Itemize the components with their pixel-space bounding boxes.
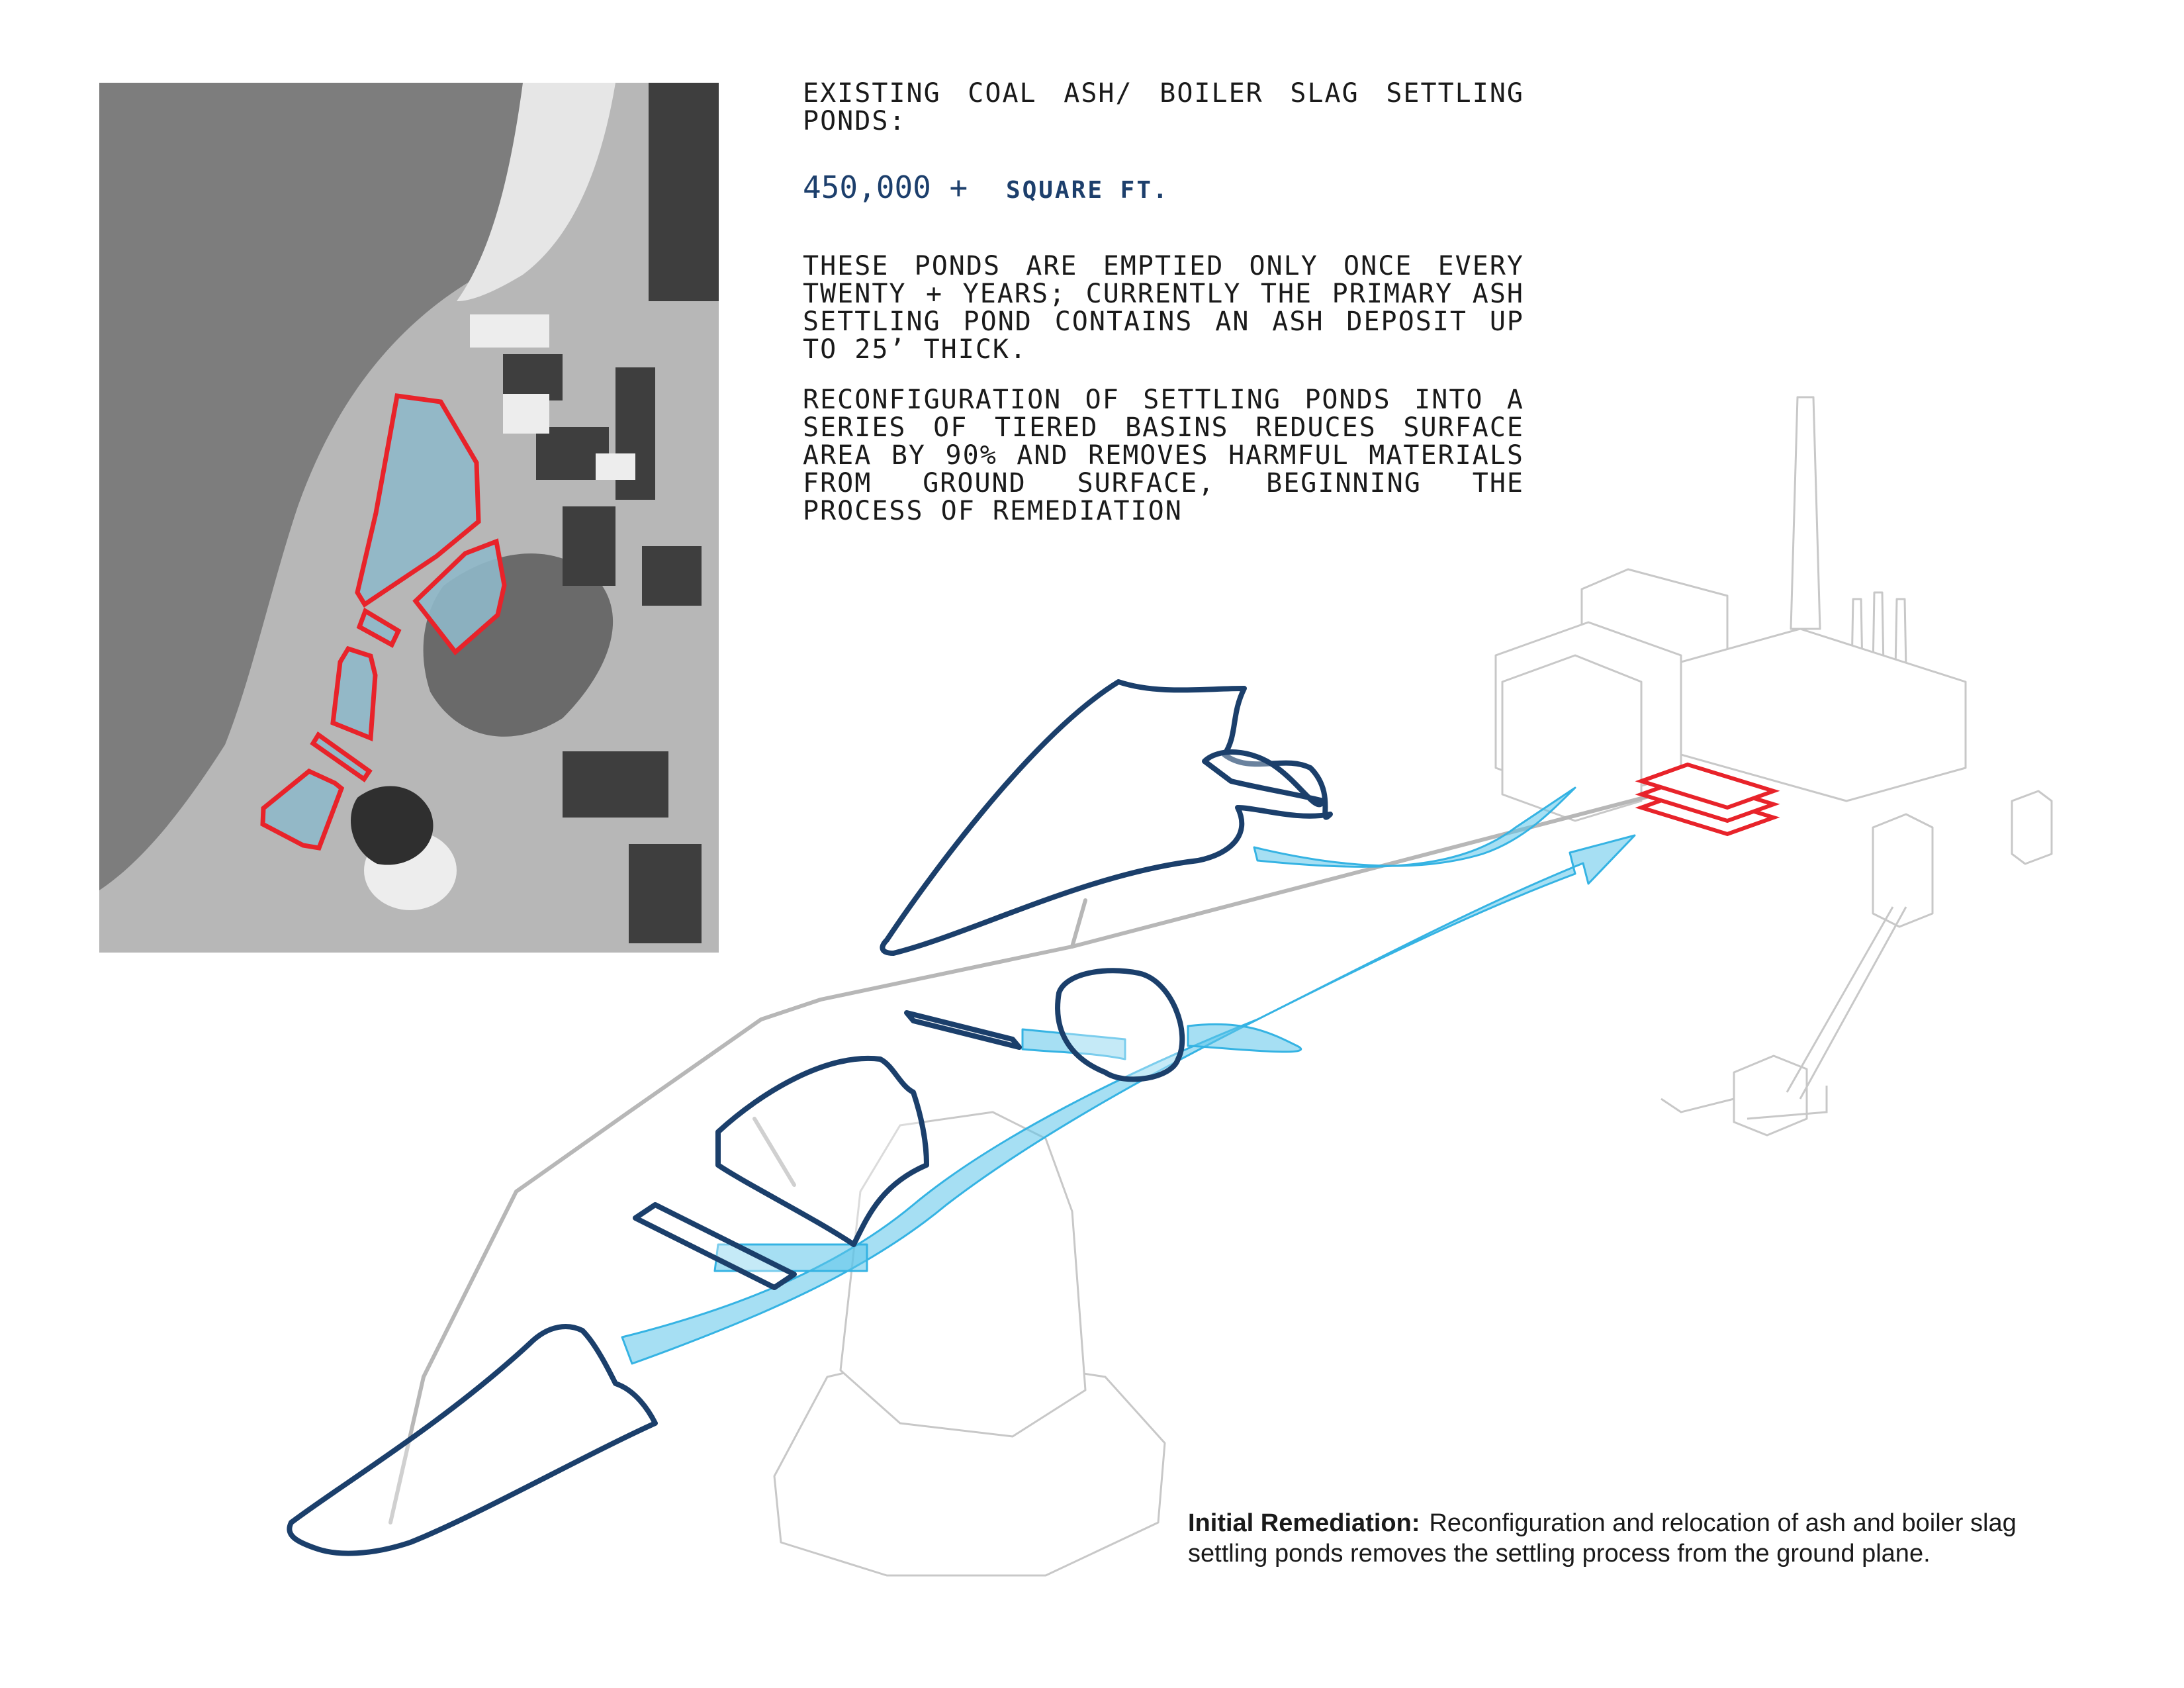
conveyor-arm-2 — [1800, 907, 1906, 1099]
stat-value: 450,000 + — [803, 169, 968, 205]
heading: EXISTING COAL ASH/ BOILER SLAG SETTLING PONDS: — [803, 78, 1524, 136]
pond-lower-large — [289, 1327, 655, 1554]
conveyor-arm — [1787, 907, 1893, 1092]
caption-title: Initial Remediation: — [1188, 1509, 1420, 1537]
smokestack-main — [1791, 397, 1820, 629]
pond-upper-large — [882, 682, 1330, 953]
pond-small-rect — [907, 1013, 1019, 1047]
loader-cable — [1661, 1099, 1734, 1112]
paragraph-reconfiguration: RECONFIGURATION OF SETTLING PONDS INTO A SERIES OF TIERED BASINS REDUCES SURFACE AREA BY 90% AND REMOVES HARMFUL MATERIALS FROM GROUND SURFACE, BEGINNING THE PROCESS OF REMEDIATION — [803, 385, 1524, 526]
text-block — [803, 79, 1524, 547]
caption-body: Reconfiguration and relocation of ash and boiler slag settling ponds removes the settling process from the ground plane. — [1188, 1509, 2017, 1568]
site-edge-stub-2 — [1072, 900, 1085, 947]
plant-loader — [1734, 1056, 1807, 1135]
caption — [1188, 1508, 2068, 1569]
plant-crusher — [2012, 791, 2052, 864]
pond-round — [1058, 970, 1182, 1079]
paragraph-pond-cycle: THESE PONDS ARE EMPTIED ONLY ONCE EVERY TWENTY + YEARS; CURRENTLY THE PRIMARY ASH SETTLING POND CONTAINS AN ASH DEPOSIT UP TO 25’ THICK. — [803, 251, 1524, 365]
smokestack-small-3 — [1895, 599, 1906, 669]
stat-line — [803, 169, 1524, 209]
plant-conveyor-house — [1873, 814, 1933, 927]
power-plant-context — [774, 397, 2052, 1575]
plant-block-low — [1502, 655, 1641, 821]
flow-band-mid — [1188, 1024, 1301, 1052]
stat-unit: SQUARE FT. — [1005, 177, 1169, 204]
